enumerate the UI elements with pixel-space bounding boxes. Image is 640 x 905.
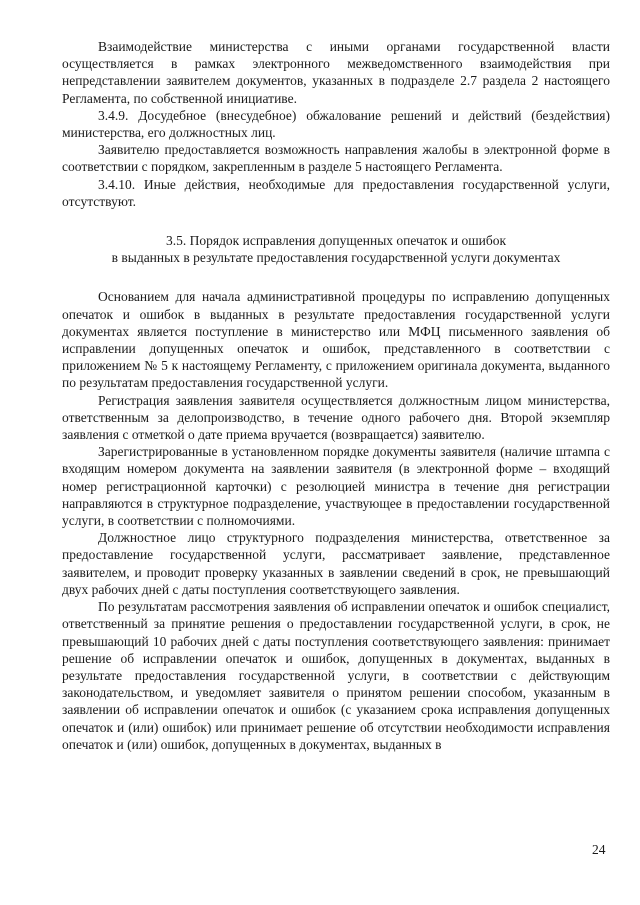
- paragraph: По результатам рассмотрения заявления об исправлении опечаток и ошибок специалист, ответственный за принятие решения о предоставлении государственной услуги, в срок, не превышающий 10 рабочих дней с даты поступления соответствующего заявления: принимает решение об исправлении опечаток и ошибок, допущенных в документах, выданных в результате предоставления государственной услуги, в соответствии с действующим законодательством, и уведомляет заявителя о принятом решении способом, указанным в заявлении об исправлении опечаток и ошибок (с указанием срока исправления допущенных опечаток и (или) ошибок) или принимает решение об отсутствии необходимости исправления опечаток и (или) ошибок, допущенных в документах, выданных в: [62, 599, 610, 752]
- paragraph: Регистрация заявления заявителя осуществляется должностным лицом министерства, ответственным за делопроизводство, в течение одного рабочего дня. Второй экземпляр заявления с отметкой о дате приема вручается (возвращается) заявителю.: [62, 392, 610, 443]
- section-heading-line: в выданных в результате предоставления государственной услуги документах: [111, 250, 561, 266]
- paragraph: Взаимодействие министерства с иными органами государственной власти осуществляется в рамках электронного межведомственного взаимодействия при непредставлении заявителем документов, указанных в подразделе 2.7 раздела 2 настоящего Регламента, по собственной инициативе.: [62, 39, 610, 106]
- paragraph: Основанием для начала административной процедуры по исправлению допущенных опечаток и ошибок в выданных в результате предоставления государственной услуги документах является поступление в министерство или МФЦ письменного заявления об исправлении допущенных опечаток и ошибок, представленного в соответствии с приложением № 5 к настоящему Регламенту, с приложением оригинала документа, выданного по результатам предоставления государственной услуги.: [62, 289, 610, 391]
- page-number: 24: [592, 842, 606, 857]
- paragraph: Зарегистрированные в установленном порядке документы заявителя (наличие штампа с входящим номером документа на заявлении заявителя (в электронной форме – входящий номер регистрационной карточки) с резолюцией министра в течение дня регистрации направляются в структурное подразделение, участвующее в предоставлении государственной услуги, в соответствии с полномочиями.: [62, 444, 610, 529]
- paragraph: Заявителю предоставляется возможность направления жалобы в электронной форме в соответствии с порядком, закрепленным в разделе 5 настоящего Регламента.: [62, 142, 610, 175]
- document-body: [62, 38, 610, 753]
- paragraph: 3.4.10. Иные действия, необходимые для предоставления государственной услуги, отсутствуют.: [62, 176, 610, 209]
- paragraph: Должностное лицо структурного подразделения министерства, ответственное за предоставление государственной услуги, рассматривает заявление, представленное заявителем, и проводит проверку указанных в заявлении сведений в срок, не превышающий двух рабочих дней с даты поступления соответствующего заявления.: [62, 530, 610, 597]
- section-heading-line: 3.5. Порядок исправления допущенных опечаток и ошибок: [165, 233, 507, 249]
- paragraph: 3.4.9. Досудебное (внесудебное) обжалование решений и действий (бездействия) министерства, его должностных лиц.: [62, 107, 610, 141]
- section-heading: [62, 232, 610, 266]
